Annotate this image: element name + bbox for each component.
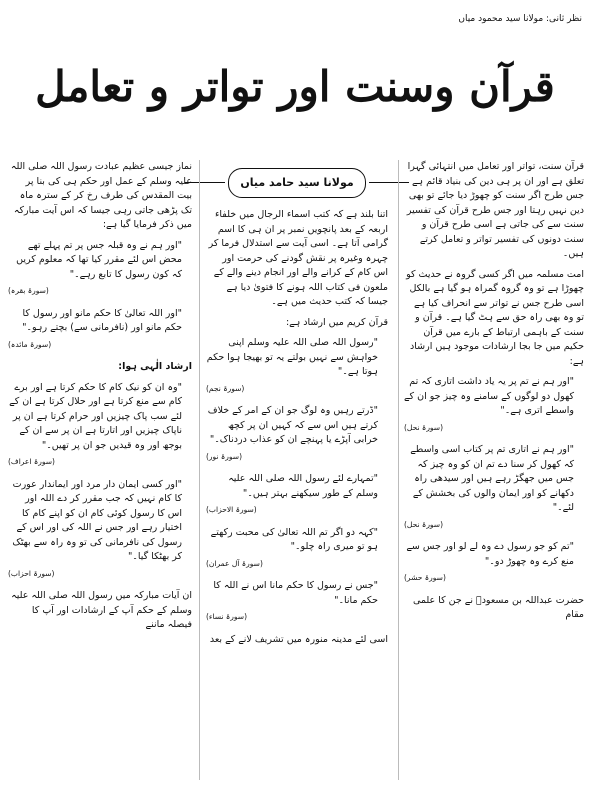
quran-quote: "وہ ان کو نیک کام کا حکم کرتا ہے اور برے کام سے منع کرتا ہے اور حلال کرتا ہے ان کے لئے سب پاک چیزیں اور حرام کرتا ہے ان پر ناپاک چیزیں اور اتارتا ہے ان پر سے ان کے بوجھ اور وہ قیدیں جو ان پر تھیں۔" [9,381,182,451]
surah-reference: (سورۃ نجم) [206,383,245,393]
surah-reference: (سورۃ الاحزاب) [206,505,257,514]
quran-quote: "رسول اللہ صلی اللہ علیہ وسلم اپنی خواہش سے نہیں بولتے یہ تو بھیجا ہوا حکم ہوتا ہے۔" [206,337,378,377]
quran-quote: "تم کو جو رسول دے وہ لے لو اور جس سے منع کرے وہ چھوڑ دو۔" [406,541,574,567]
reviewer-label: نظر ثانی: مولانا سید محمود میاں [458,14,582,24]
author-badge [228,168,366,198]
surah-reference: (سورۃ نحل) [404,422,444,432]
quran-quote: "اور ہم نے اتاری تم پر کتاب اسی واسطے کہ کھول کر سنا دے تم ان کو وہ چیز کہ جس میں جھگڑ رہے ہیں اور سیدھی راہ دکھانے کو اور ایمان والوں کی بخشش کے لئے۔" [410,444,574,513]
quran-quote: "کہہ دو اگر تم اللہ تعالیٰ کی محبت رکھتے ہو تو میری راہ چلو۔" [210,526,378,552]
paragraph: نماز جیسی عظیم عبادت رسول اللہ صلی اللہ علیہ وسلم کے عمل اور حکم ہی کی بنا پر بیت المقدس کی طرف رخ کر کے سترہ ماہ تک پڑھی جاتی رہی جیسا کہ اس آیت مبارکہ میں ذکر فرمایا گیا ہے: [10,161,192,230]
article-title: قرآن وسنت اور تواتر و تعامل [35,62,555,111]
paragraph: قرآن سنت، تواتر اور تعامل میں انتہائی گہرا تعلق ہے اور ان پر ہی دین کی بنیاد قائم ہے جس طرح اگر سنت کو چھوڑ دیا جائے تو بھی دین نہیں رہتا اور جس طرح قرآن کی تفسیر سنت سے کی جاتی ہے اسی طرح قرآن و سنت دونوں کی تفسیر تواتر و تعامل کرتے ہیں۔ [406,161,584,259]
surah-reference: (سورۃ بقرہ) [8,286,49,295]
column-divider-left [199,160,200,780]
quran-quote: "اور ہم نے تم پر یہ یاد داشت اتاری کہ تم کھول دو لوگوں کے سامنے وہ چیز جو ان کے واسطے اتری ہے۔" [404,376,574,416]
surah-reference: (سورۃ حشر) [404,573,446,582]
section-heading: ارشاد الٰہی ہوا: [118,361,192,372]
paragraph: ان آیات مبارکہ میں رسول اللہ صلی اللہ علیہ وسلم کے حکم آپ کے ارشادات اور آپ کا فیصلہ ماننے [11,590,192,630]
quran-quote: "اور کسی ایمان دار مرد اور ایماندار عورت کا کام نہیں کہ جب مقرر کر دے اللہ اور اس کا رسول کوئی کام ان کو اپنے کام کا اختیار رہے اور جس نے اللہ کی اور اس کے رسول کی نافرمانی کی تو وہ راہ سے بھٹک کر بھٹکا گیا۔" [12,478,182,562]
surah-reference: (سورۃ مائدہ) [8,339,52,349]
quran-quote: "تمہارے لئے رسول اللہ صلی اللہ علیہ وسلم کے طور سیکھنے بہتر ہیں۔" [228,473,378,499]
surah-reference: (سورۃ احزاب) [8,568,55,578]
paragraph: قرآن کریم میں ارشاد ہے: [285,316,388,328]
author-name: مولانا سید حامد میاں [240,176,354,189]
column-right [404,160,584,782]
surah-reference: (سورۃ اعراف) [8,457,55,466]
paragraph: اتنا بلند ہے کہ کتب اسماء الرجال میں خلفاء اربعہ کے بعد پانچویں نمبر پر ان ہی کا اسم گرامی آتا ہے۔ اسی آیت سے استدلال فرما کر چہرہ وغیرہ پر نقش گودنے کی حرمت اور اس کام کے کرانے والے اور انجام دینے والے کے ملعون فی کتاب اللہ ہونے کا فتویٰ دیا ہے جیسا کہ کتب حدیث میں ہے۔ [208,209,388,307]
surah-reference: (سورۃ نحل) [404,519,444,529]
quran-quote: "اور اللہ تعالیٰ کا حکم مانو اور رسول کا حکم مانو اور (نافرمانی سے) بچتے رہو۔" [22,307,182,333]
quran-quote: "اور ہم نے وہ قبلہ جس پر تم پہلے تھے محض اس لئے مقرر کیا تھا کہ معلوم کریں کہ کون رسول کا تابع رہے۔" [16,239,182,280]
column-middle [206,208,388,782]
surah-reference: (سورۃ آل عمران) [206,558,263,568]
paragraph: حضرت عبداللہ بن مسعودؓ نے جن کا علمی مقام [412,594,584,620]
surah-reference: (سورۃ نساء) [206,612,248,621]
column-divider-right [398,160,399,780]
quran-quote: "جس نے رسول کا حکم مانا اس نے اللہ کا حکم مانا۔" [213,580,378,606]
right-flourish-icon [369,182,409,183]
column-left [8,160,192,782]
quran-quote: "ڈرتے رہیں وہ لوگ جو ان کے امر کے خلاف کرتے ہیں اس سے کہ کہیں ان پر کچھ خرابی آپڑے یا پہنچے ان کو عذاب دردناک۔" [207,405,378,445]
surah-reference: (سورۃ نور) [206,451,242,461]
paragraph: اسی لئے مدینہ منورہ میں تشریف لانے کے بعد [209,633,388,645]
paragraph: امت مسلمہ میں اگر کسی گروہ نے حدیث کو چھوڑا ہے تو وہ گروہ گمراہ ہو گیا ہے بالکل اسی طرح جس نے تواتر سے انحراف کیا ہے تو وہ بھی راہ حق سے ہٹ گیا ہے۔ قرآن و سنت کے باہمی ارتباط کے بارے میں قرآن حکیم میں جا بجا ارشادات موجود ہیں ارشاد ہے: [406,268,584,367]
